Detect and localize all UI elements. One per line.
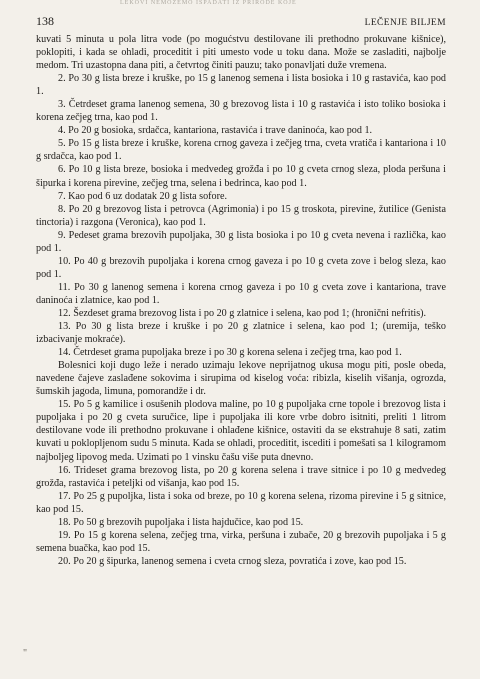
- paragraph: kuvati 5 minuta u pola litra vode (po mogućstvu destilovane ili prethodno prokuvane kišnice), poklopiti, i kada se ohladi, proceditit i piti umesto vode u toku dana. Može se zasladiti, najbolje medom. Tri uzastopna dana piti, a četvrtog činiti pauzu; tako ponavljati duže vremena.: [36, 34, 446, 72]
- paragraph: Bolesnici koji dugo leže i nerado uzimaju lekove neprijatnog ukusa mogu piti, posle obeda, navedene čajeve zaslađene sokovima i sirupima od kiselog voća: ribizla, kiselih višanja, ogrozda, šumskih jagoda, limuna, pomorandže i dr.: [36, 360, 446, 398]
- body-text: [36, 33, 446, 568]
- paragraph: 10. Po 40 g brezovih pupoljaka i korena crnog gaveza i po 10 g cveta zove i belog sleza, kao pod 1.: [36, 255, 446, 280]
- paragraph: 14. Četrdeset grama pupoljaka breze i po 30 g korena selena i zečjeg trna, kao pod 1.: [58, 347, 402, 359]
- running-head: [36, 14, 446, 29]
- paragraph: 17. Po 25 g pupoljka, lista i soka od breze, po 10 g korena selena, rizoma pirevine i 5 g sitnice, kao pod 15.: [36, 490, 446, 515]
- paragraph: 13. Po 30 g lista breze i kruške i po 20 g zlatnice i selena, kao pod 1; (uremija, teško izbacivanje mokraće).: [36, 321, 446, 346]
- paragraph: 15. Po 5 g kamilice i osušenih plodova maline, po 10 g pupoljaka crne topole i brezovog lista i pupoljaka i po 20 g cveta suručice, lipe i pupoljaka ili kore vrbe dobro isitniti, preliti 1 litrom destilovane vode ili prethodno prokuvane i ohlađene kišnice, ostaviti da se ekstrahuje 8 sati, zatim kuvati u poklopljenom sudu 5 minuta. Kada se ohladi, proceditit, iscediti i pomešati sa 1 kilogramom najboljeg lipovog meda. Uzimati po 1 vinsku čašu više puta dnevno.: [36, 399, 446, 463]
- paragraph: 19. Po 15 g korena selena, zečjeg trna, virka, peršuna i zubače, 20 g brezovih pupoljaka i 5 g semena buačka, kao pod 15.: [36, 529, 446, 554]
- paragraph: 11. Po 30 g lanenog semena i korena crnog gaveza i po 10 g cveta zove i kantariona, trave daninoća i zlatnice, kao pod 1.: [36, 281, 446, 306]
- running-title: LEČENJE BILJEM: [364, 18, 446, 28]
- paragraph: 12. Šezdeset grama brezovog lista i po 20 g zlatnice i selena, kao pod 1; (hronični nefritis).: [58, 307, 427, 319]
- stray-mark: ": [23, 648, 28, 659]
- paragraph: 4. Po 20 g bosioka, srdačca, kantariona, rastavića i trave daninoća, kao pod 1.: [58, 125, 373, 137]
- page-number: 138: [36, 14, 54, 28]
- paragraph: 5. Po 15 g lista breze i kruške, korena crnog gaveza i zečjeg trna, cveta vratiča i kantariona i 10 g srdačca, kao pod 1.: [36, 138, 446, 163]
- paragraph: 2. Po 30 g lista breze i kruške, po 15 g lanenog semena i lista bosioka i 10 g rastavića, kao pod 1.: [36, 73, 446, 98]
- paragraph: 3. Četrdeset grama lanenog semena, 30 g brezovog lista i 10 g rastavića i isto toliko bosioka i korena zečjeg trna, kao pod 1.: [36, 99, 446, 124]
- paragraph: 8. Po 20 g brezovog lista i petrovca (Agrimonia) i po 15 g troskota, pirevine, žutilice (Genista tinctoria) i razgona (Veronica), kao pod 1.: [36, 203, 446, 228]
- bleed-through-text: LEKOVI NEMOŽEMO ISPADATI IZ PRIRODE KOJE: [120, 0, 297, 6]
- paragraph: 6. Po 10 g lista breze, bosioka i medvedeg grožđa i po 10 g cveta crnog sleza, ploda peršuna i šipurka i korena pirevine, zečjeg trna, selena i bedrinca, kao pod 1.: [36, 164, 446, 189]
- paragraph: 7. Kao pod 6 uz dodatak 20 g lista sofore.: [58, 190, 227, 202]
- paragraph: 20. Po 20 g šipurka, lanenog semena i cveta crnog sleza, povratića i zove, kao pod 15.: [58, 555, 407, 567]
- paragraph: 9. Pedeset grama brezovih pupoljaka, 30 g lista bosioka i po 10 g cveta nevena i različka, kao pod 1.: [36, 229, 446, 254]
- paragraph: 18. Po 50 g brezovih pupoljaka i lista hajdučice, kao pod 15.: [58, 516, 304, 528]
- paragraph: 16. Trideset grama brezovog lista, po 20 g korena selena i trave sitnice i po 10 g medvedeg grožđa, rastavića i peteljki od višanja, kao pod 15.: [36, 464, 446, 489]
